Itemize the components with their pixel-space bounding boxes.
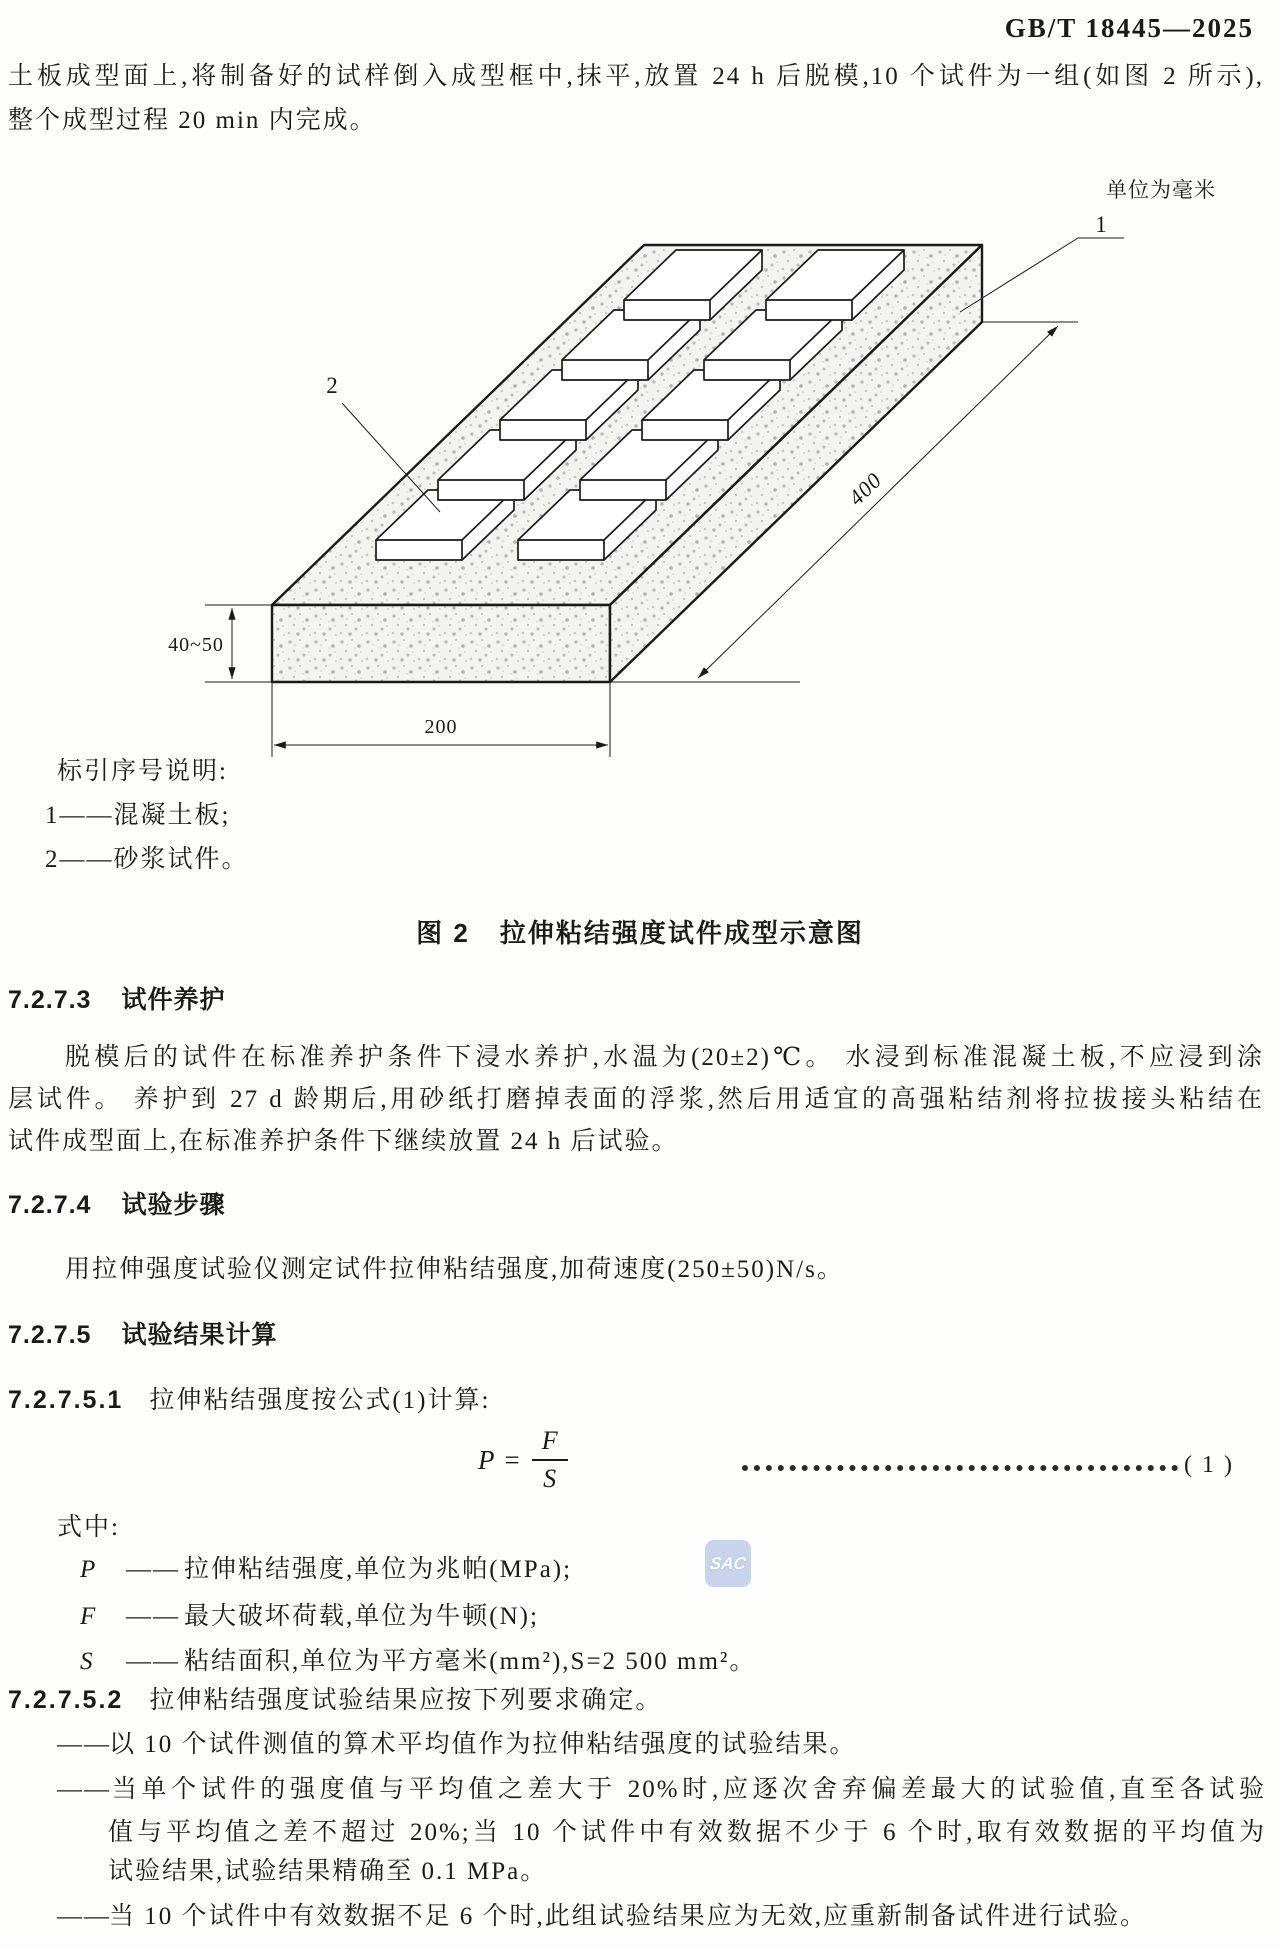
intro-line-2: 整个成型过程 20 min 内完成。 <box>8 107 377 134</box>
section-number: 7.2.7.5 <box>8 1321 92 1349</box>
figure-caption <box>0 913 1280 950</box>
legend-item-1 <box>45 799 230 833</box>
term-S <box>80 1645 756 1679</box>
slab-front-face <box>272 605 610 682</box>
where-lead: 式中: <box>57 1514 120 1541</box>
legend-dash: —— <box>59 802 114 829</box>
item-text: 当单个试件的强度值与平均值之差大于 20%时,应逐次舍弃偏差最大的试验值,直至各试验 <box>109 1776 1266 1803</box>
sac-watermark-text: SAC <box>708 1553 748 1573</box>
section-title: 试验结果计算 <box>121 1321 278 1349</box>
term-symbol: F <box>80 1603 98 1630</box>
item-text: 当 10 个试件中有效数据不足 6 个时,此组试验结果应为无效,应重新制备试件进行试验。 <box>109 1903 1148 1930</box>
requirement-item-2-line-2: 值与平均值之差不超过 20%;当 10 个试件中有效数据不少于 6 个时,取有效数据的平均值为 <box>108 1819 1266 1846</box>
requirement-item-1 <box>57 1728 857 1762</box>
formula-denominator: S <box>543 1464 557 1493</box>
para-7274: 用拉伸强度试验仪测定试件拉伸粘结强度,加荷速度(250±50)N/s。 <box>65 1256 844 1283</box>
intro-line-1: 土板成型面上,将制备好的试样倒入成型框中,抹平,放置 24 h 后脱模,10 个试件为一组(如图 2 所示), <box>8 63 1264 90</box>
term-desc: 粘结面积,单位为平方毫米(mm²),S=2 500 mm²。 <box>184 1648 757 1675</box>
section-title: 试件养护 <box>121 986 226 1014</box>
callout-1-label: 1 <box>1095 212 1107 237</box>
doc-number: GB/T 18445—2025 <box>1004 13 1254 43</box>
term-dash: —— <box>126 1603 180 1630</box>
callout-2-label: 2 <box>326 373 338 398</box>
item-dash: —— <box>57 1776 111 1803</box>
term-symbol: S <box>80 1648 95 1675</box>
dim-thickness-label: 40~50 <box>168 634 224 656</box>
section-heading-7273 <box>8 983 225 1017</box>
legend-item-num: 1 <box>45 802 60 829</box>
item-text: 以 10 个试件测值的算术平均值作为拉伸粘结强度的试验结果。 <box>109 1731 857 1758</box>
requirement-item-3 <box>57 1900 1147 1934</box>
formula-lhs: P <box>478 1444 495 1475</box>
legend-item-num: 2 <box>45 846 60 873</box>
requirement-item-2-line-3: 试验结果,试验结果精确至 0.1 MPa。 <box>108 1858 548 1885</box>
term-desc: 拉伸粘结强度,单位为兆帕(MPa); <box>184 1556 573 1583</box>
section-number: 7.2.7.3 <box>8 986 92 1014</box>
section-title: 试验步骤 <box>121 1191 226 1219</box>
clause-72752 <box>8 1683 662 1718</box>
legend-item-label: 砂浆试件。 <box>113 846 249 873</box>
requirement-item-2-line-1 <box>57 1773 1266 1807</box>
item-dash: —— <box>57 1731 111 1758</box>
clause-72751 <box>8 1383 490 1418</box>
term-dash: —— <box>126 1556 180 1583</box>
unit-note: 单位为毫米 <box>1106 178 1216 202</box>
formula-equals: = <box>504 1444 520 1475</box>
formula-fraction <box>532 1426 568 1494</box>
para-7273-line-1: 脱模后的试件在标准养护条件下浸水养护,水温为(20±2)℃。 水浸到标准混凝土板,不应浸到涂 <box>65 1044 1264 1071</box>
para-7273-line-2: 层试件。 养护到 27 d 龄期后,用砂纸打磨掉表面的浮浆,然后用适宜的高强粘结剂将拉拔接头粘结在 <box>8 1086 1264 1113</box>
item-dash: —— <box>57 1903 111 1930</box>
term-desc: 最大破坏荷载,单位为牛顿(N); <box>184 1603 539 1630</box>
legend-item-label: 混凝土板; <box>113 802 231 829</box>
clause-number: 7.2.7.5.1 <box>8 1386 124 1414</box>
section-number: 7.2.7.4 <box>8 1191 92 1219</box>
section-heading-7275 <box>8 1318 277 1352</box>
term-P <box>80 1553 572 1587</box>
sac-watermark <box>705 1540 751 1587</box>
term-dash: —— <box>126 1648 180 1675</box>
para-7273-line-3: 试件成型面上,在标准养护条件下继续放置 24 h 后试验。 <box>8 1128 679 1155</box>
term-symbol: P <box>80 1556 98 1583</box>
clause-text: 拉伸粘结强度试验结果应按下列要求确定。 <box>149 1687 663 1714</box>
figure-caption-title: 拉伸粘结强度试件成型示意图 <box>499 918 864 948</box>
leader-dots <box>742 1465 1178 1471</box>
section-heading-7274 <box>8 1188 225 1222</box>
dim-width-label: 200 <box>424 716 458 738</box>
legend-item-2 <box>45 843 249 877</box>
figure-2-diagram <box>0 195 1280 765</box>
figure-caption-number: 图 2 <box>416 918 470 948</box>
callout-1 <box>960 212 1124 312</box>
term-F <box>80 1600 539 1634</box>
formula-1 <box>478 1426 568 1494</box>
clause-number: 7.2.7.5.2 <box>8 1686 124 1714</box>
formula-number: ( 1 ) <box>1184 1452 1234 1478</box>
formula-leader-row <box>742 1452 1234 1479</box>
dim-length-label: 400 <box>843 467 887 511</box>
formula-numerator: F <box>532 1426 568 1461</box>
legend-dash: —— <box>59 846 114 873</box>
clause-text: 拉伸粘结强度按公式(1)计算: <box>149 1387 491 1414</box>
legend-title: 标引序号说明: <box>57 758 228 785</box>
